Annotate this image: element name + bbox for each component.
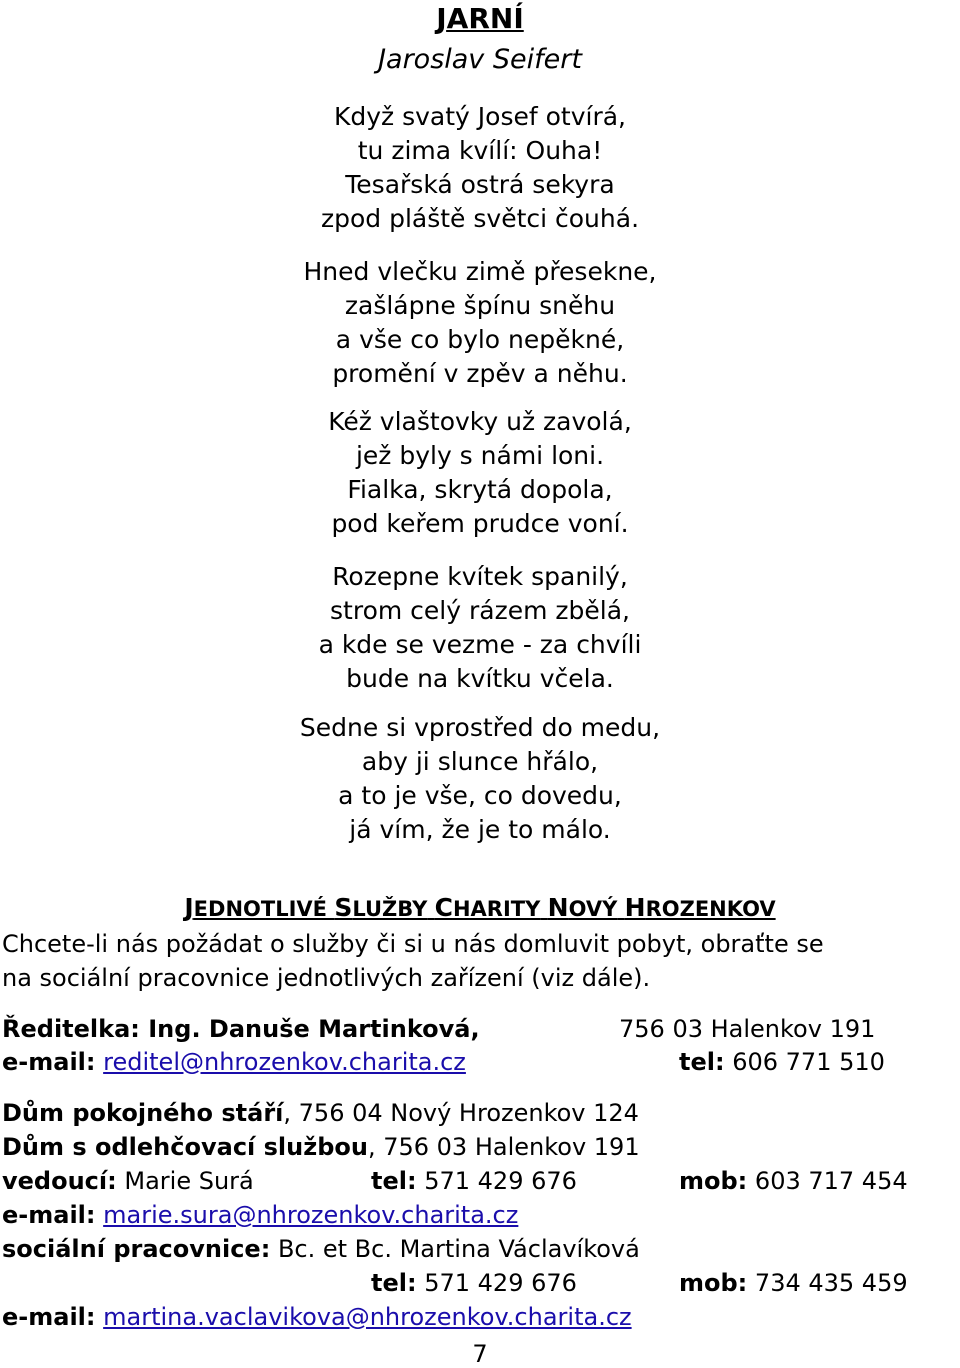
director-label: Ředitelka: Ing. Danuše Martinková, [2, 1015, 480, 1043]
poem-line: já vím, že je to málo. [349, 815, 611, 844]
social-email-row [2, 1300, 632, 1334]
social-tel-row [371, 1266, 577, 1300]
social-mob-row [679, 1266, 908, 1300]
poem-line: pod keřem prudce voní. [331, 509, 629, 538]
email-label: e-mail: [2, 1048, 96, 1076]
manager-email-link[interactable]: marie.sura@nhrozenkov.charita.cz [103, 1201, 519, 1229]
poem-line: Fialka, skrytá dopola, [347, 475, 613, 504]
home2-address: , 756 03 Halenkov 191 [367, 1133, 640, 1161]
stanza-3 [0, 405, 960, 541]
director-address: 756 03 Halenkov 191 [619, 1015, 876, 1043]
home1-name: Dům pokojného stáří [2, 1099, 284, 1127]
poem-line: promění v zpěv a něhu. [332, 359, 628, 388]
manager-mob: 603 717 454 [754, 1167, 908, 1195]
poem-line: a to je vše, co dovedu, [338, 781, 622, 810]
manager-label: vedoucí: [2, 1167, 117, 1195]
stanza-5 [0, 711, 960, 847]
manager-mob-row [679, 1164, 908, 1198]
poem-line: Rozepne kvítek spanilý, [332, 562, 628, 591]
poem-line: strom celý rázem zbělá, [330, 596, 630, 625]
poem-line: Sedne si vprostřed do medu, [299, 713, 661, 742]
home1-row [2, 1096, 639, 1130]
poem-line: bude na kvítku včela. [346, 664, 614, 693]
social-mob: 734 435 459 [754, 1269, 908, 1297]
poem-line: zašlápne špínu sněhu [344, 291, 616, 320]
tel-label: tel: [371, 1167, 417, 1195]
email-label: e-mail: [2, 1201, 96, 1229]
page-number: 7 [472, 1340, 488, 1368]
social-tel: 571 429 676 [424, 1269, 577, 1297]
social-worker-row [2, 1232, 640, 1266]
stanza-4 [0, 560, 960, 696]
mob-label: mob: [679, 1269, 748, 1297]
social-worker-label: sociální pracovnice: [2, 1235, 271, 1263]
social-worker-name: Bc. et Bc. Martina Václavíková [277, 1235, 640, 1263]
home1-address: , 756 04 Nový Hrozenkov 124 [283, 1099, 639, 1127]
poem-line: jež byly s námi loni. [355, 441, 605, 470]
poem-author: Jaroslav Seifert [378, 44, 582, 75]
mob-label: mob: [679, 1167, 748, 1195]
services-intro-line2: na sociální pracovnice jednotlivých zařízení (viz dále). [2, 964, 651, 992]
services-heading: JEDNOTLIVÉ SLUŽBY CHARITY NOVÝ HROZENKOV [184, 893, 776, 922]
director-tel: 606 771 510 [732, 1048, 885, 1076]
poem-title: JARNÍ [436, 2, 524, 35]
poem-line: Hned vlečku zimě přesekne, [303, 257, 657, 286]
director-email-row [2, 1045, 466, 1079]
tel-label: tel: [371, 1269, 417, 1297]
manager-row [2, 1164, 254, 1198]
poem-line: zpod pláště světci čouhá. [320, 204, 640, 233]
poem-line: a kde se vezme - za chvíli [318, 630, 642, 659]
manager-name: Marie Surá [124, 1167, 254, 1195]
stanza-1 [0, 100, 960, 236]
manager-tel-row [371, 1164, 577, 1198]
poem-line: Tesařská ostrá sekyra [345, 170, 615, 199]
tel-label: tel: [679, 1048, 725, 1076]
home2-name: Dům s odlehčovací službou [2, 1133, 368, 1161]
services-intro-line1: Chcete-li nás požádat o služby či si u nás domluvit pobyt, obraťte se [2, 930, 824, 958]
poem-line: aby ji slunce hřálo, [361, 747, 599, 776]
social-email-link[interactable]: martina.vaclavikova@nhrozenkov.charita.cz [103, 1303, 632, 1331]
manager-tel: 571 429 676 [424, 1167, 577, 1195]
home2-row [2, 1130, 640, 1164]
stanza-2 [0, 255, 960, 391]
manager-email-row [2, 1198, 518, 1232]
email-label: e-mail: [2, 1303, 96, 1331]
poem-line: Kéž vlaštovky už zavolá, [328, 407, 632, 436]
poem-line: a vše co bylo nepěkné, [335, 325, 625, 354]
director-email-link[interactable]: reditel@nhrozenkov.charita.cz [103, 1048, 466, 1076]
director-tel-row [679, 1045, 885, 1079]
poem-line: tu zima kvílí: Ouha! [357, 136, 603, 165]
poem-line: Když svatý Josef otvírá, [333, 102, 627, 131]
